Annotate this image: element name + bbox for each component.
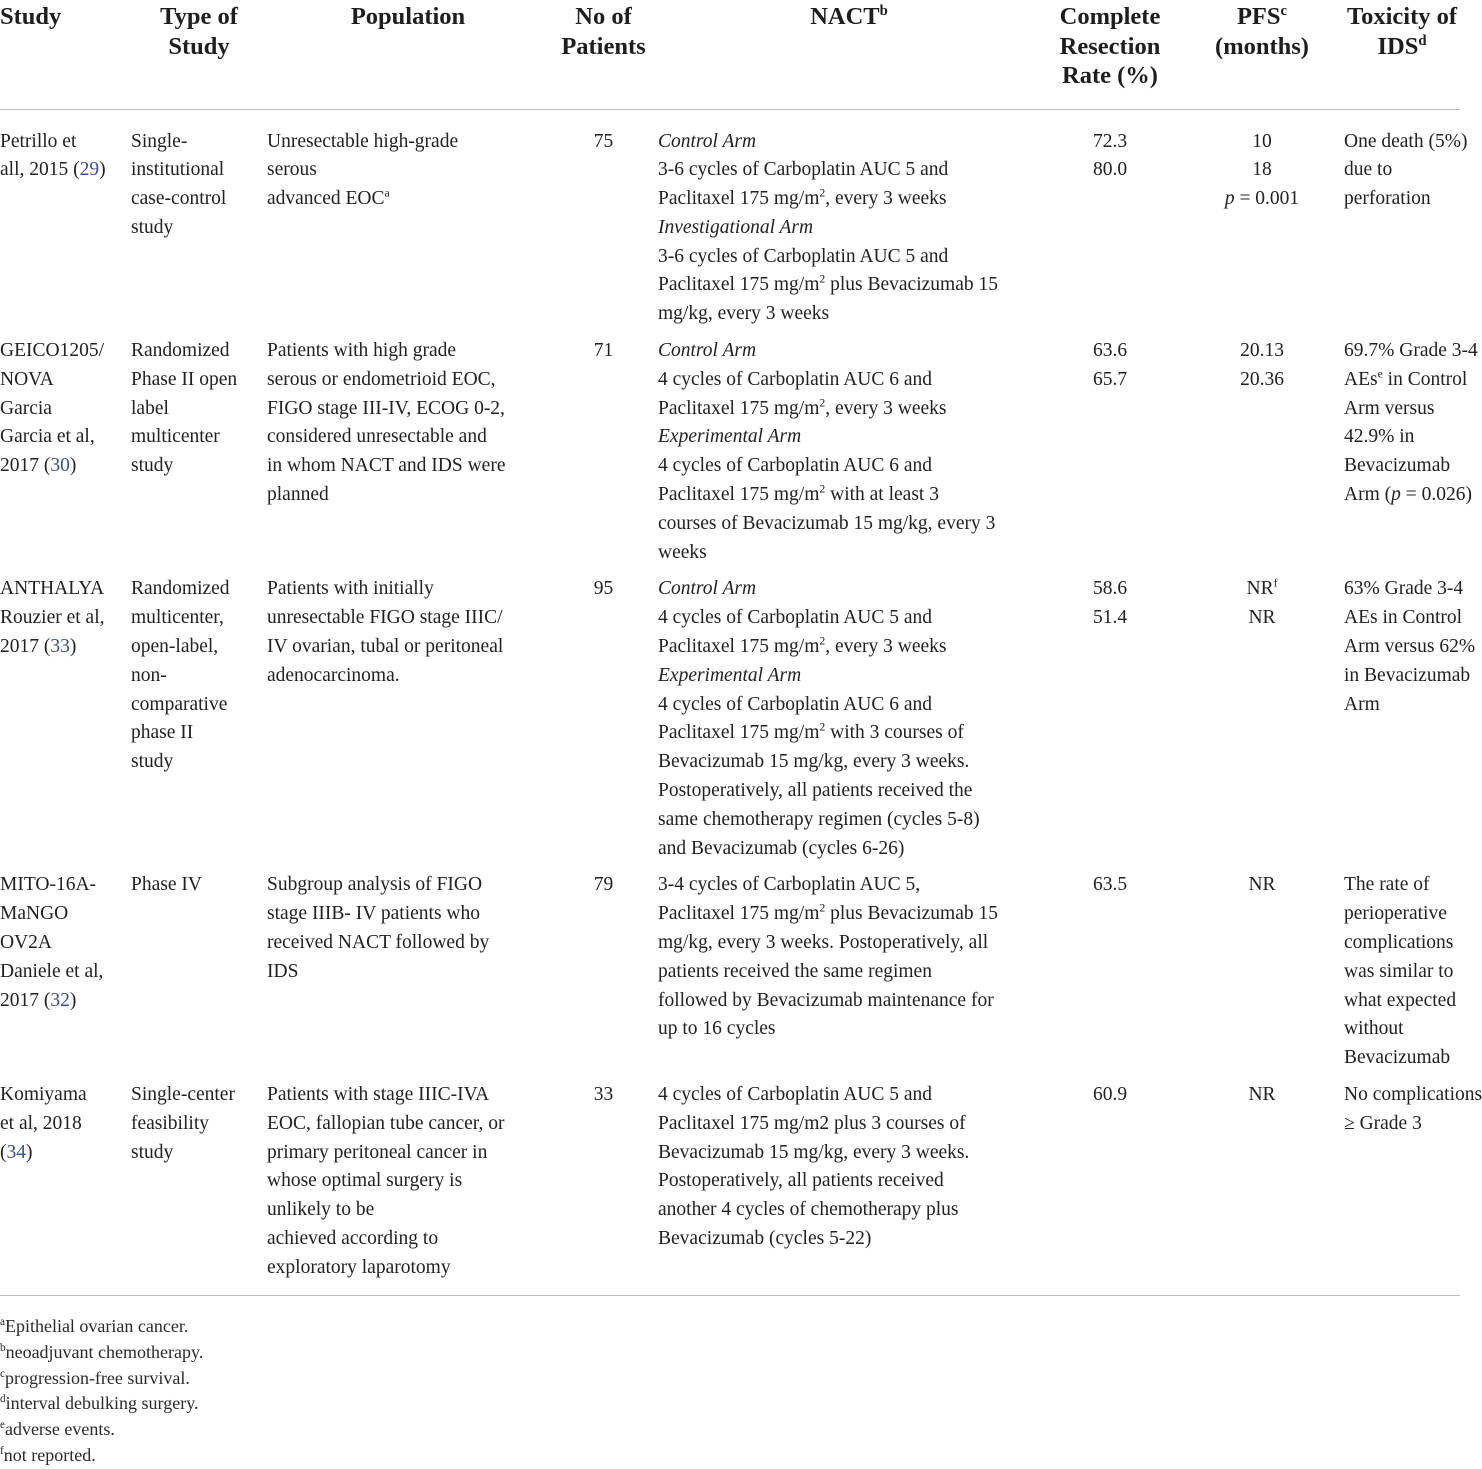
- nact-cell: Control Arm 4 cycles of Carboplatin AUC 5 and Paclitaxel 175 $mg/m^2$, every 3 weeks Experimental Arm 4 cycles of Carboplatin AUC 6 and Paclitaxel 175 $mg/m^2$ with 3 courses of Bevacizumab 15 mg/kg, every 3 weeks. Postoperatively, all patients received the same chemotherapy regimen (cycles 5-8) and Bevacizumab (cycles 6-26): [658, 578, 980, 859]
- pfs-cell: 20.13 20.36: [1240, 340, 1284, 390]
- footnotes: [0, 1314, 203, 1469]
- population-cell: Patients with initially unresectable FIGO stage IIIC/ IV ovarian, tubal or peritoneal adenocarcinoma.: [267, 578, 504, 686]
- study-cell: ANTHALYA Rouzier et al, 2017 (33): [0, 578, 105, 658]
- study-cell: Petrillo et all, 2015 (29): [0, 130, 106, 181]
- study-cell: MITO-16A- MaNGO OV2A Daniele et al, 2017 (32): [0, 874, 104, 1011]
- study-cell: Komiyama et al, 2018 (34): [0, 1081, 131, 1295]
- resection-cell: 58.6 51.4: [1092, 578, 1128, 629]
- reference-link[interactable]: 34: [6, 1141, 26, 1163]
- patients-cell: 71: [593, 340, 614, 362]
- pfs-cell: 10 18 p = 0.001: [1224, 130, 1300, 210]
- nact-cell: Control Arm 3-6 cycles of Carboplatin AUC 5 and Paclitaxel 175 $mg/m^2$, every 3 weeks Investigational Arm 3-6 cycles of Carboplatin AUC 5 and Paclitaxel 175 $mg/m^2$ plus Bevacizumab 15 mg/kg, every 3 weeks: [658, 130, 998, 325]
- header-type-of-study: Type of Study: [131, 0, 267, 109]
- header-study: Study: [0, 0, 131, 109]
- pfs-cell: NR: [1248, 874, 1276, 896]
- resection-cell: 63.5: [1092, 874, 1128, 896]
- study-cell: GEICO1205/ NOVA Garcia Garcia et al, 2017 (30): [0, 340, 104, 477]
- header-nact: NACT$^b$: [658, 0, 1040, 109]
- type-cell: Single-center feasibility study: [131, 1081, 267, 1295]
- population-cell: Subgroup analysis of FIGO stage IIIB- IV patients who received NACT followed by IDS: [267, 874, 490, 982]
- pfs-cell: $NR^f$ NR: [1246, 576, 1278, 629]
- header-population: Population: [267, 0, 549, 109]
- nact-cell: 3-4 cycles of Carboplatin AUC 5, Paclitaxel 175 $mg/m^2$ plus Bevacizumab 15 mg/kg, every 3 weeks. Postoperatively, all patients received the same regimen followed by Bevacizumab maintenance for up to 16 cycles: [658, 874, 998, 1040]
- footnote: $^a$Epithelial ovarian cancer.: [0, 1316, 189, 1336]
- toxicity-cell: No complications ≥ Grade 3: [1344, 1081, 1460, 1295]
- header-toxicity: Toxicity of IDS$^d$: [1344, 0, 1460, 109]
- header-no-of-patients: No of Patients: [549, 0, 658, 109]
- patients-cell: 33: [549, 1081, 658, 1295]
- pfs-cell: NR: [1180, 1081, 1344, 1295]
- footnote: $^f$not reported.: [0, 1444, 96, 1465]
- nact-cell: 4 cycles of Carboplatin AUC 5 and Paclitaxel 175 mg/m2 plus 3 courses of Bevacizumab 15 mg/kg, every 3 weeks. Postoperatively, all patients received another 4 cycles of chemotherapy plus Bevacizumab (cycles 5-22): [658, 1081, 1040, 1295]
- patients-cell: 75: [593, 130, 614, 152]
- toxicity-cell: One death (5%) due to perforation: [1344, 130, 1468, 210]
- reference-link[interactable]: 32: [50, 989, 70, 1011]
- nact-cell: Control Arm 4 cycles of Carboplatin AUC 6 and Paclitaxel 175 $mg/m^2$, every 3 weeks Experimental Arm 4 cycles of Carboplatin AUC 6 and Paclitaxel 175 $mg/m^2$ with at least 3 courses of Bevacizumab 15 mg/kg, every 3 weeks: [658, 340, 996, 563]
- population-cell: Unresectable high-grade serous advanced EOC$^a$: [267, 130, 459, 210]
- toxicity-cell: 69.7% Grade 3-4 AEs$^e$ in Control Arm versus 42.9% in Bevacizumab Arm (p = 0.026): [1344, 340, 1478, 506]
- header-pfs: PFS$^c$ (months): [1180, 0, 1344, 109]
- toxicity-cell: The rate of perioperative complications was similar to what expected without Bevacizumab: [1344, 874, 1457, 1069]
- type-cell: Phase IV: [131, 874, 202, 896]
- resection-cell: 60.9: [1040, 1081, 1180, 1295]
- footnote: $^c$progression-free survival.: [0, 1367, 190, 1388]
- reference-link[interactable]: 29: [79, 159, 100, 181]
- footnote: $^e$adverse events.: [0, 1419, 115, 1440]
- type-cell: Single- institutional case-control study: [131, 130, 227, 238]
- patients-cell: 95: [593, 578, 614, 600]
- population-cell: Patients with high grade serous or endometrioid EOC, FIGO stage III-IV, ECOG 0-2, considered unresectable and in whom NACT and IDS were planned: [267, 340, 506, 506]
- toxicity-cell: 63% Grade 3-4 AEs in Control Arm versus 62% in Bevacizumab Arm: [1344, 578, 1476, 715]
- table-row: [0, 871, 1460, 1081]
- header-complete-resection-rate: Complete Resection Rate (%): [1040, 0, 1180, 109]
- footnote: $^d$interval debulking surgery.: [0, 1393, 199, 1414]
- resection-cell: 72.3 80.0: [1092, 130, 1128, 181]
- header-row: [0, 0, 1460, 109]
- table-row: [0, 1081, 1460, 1295]
- resection-cell: 63.6 65.7: [1092, 340, 1128, 390]
- table-row: [0, 575, 1460, 871]
- population-cell: Patients with stage IIIC-IVA EOC, fallopian tube cancer, or primary peritoneal cancer in whose optimal surgery is unlikely to be achieved according to exploratory laparotomy: [267, 1081, 549, 1295]
- type-cell: Randomized Phase II open label multicenter study: [131, 340, 238, 477]
- reference-link[interactable]: 30: [50, 455, 70, 477]
- table-row: [0, 337, 1460, 575]
- reference-link[interactable]: 33: [50, 636, 70, 658]
- footnote: $^b$neoadjuvant chemotherapy.: [0, 1341, 204, 1362]
- table-row: [0, 109, 1460, 337]
- patients-cell: 79: [593, 874, 614, 896]
- type-cell: Randomized multicenter, open-label, non- comparative phase II study: [131, 578, 230, 773]
